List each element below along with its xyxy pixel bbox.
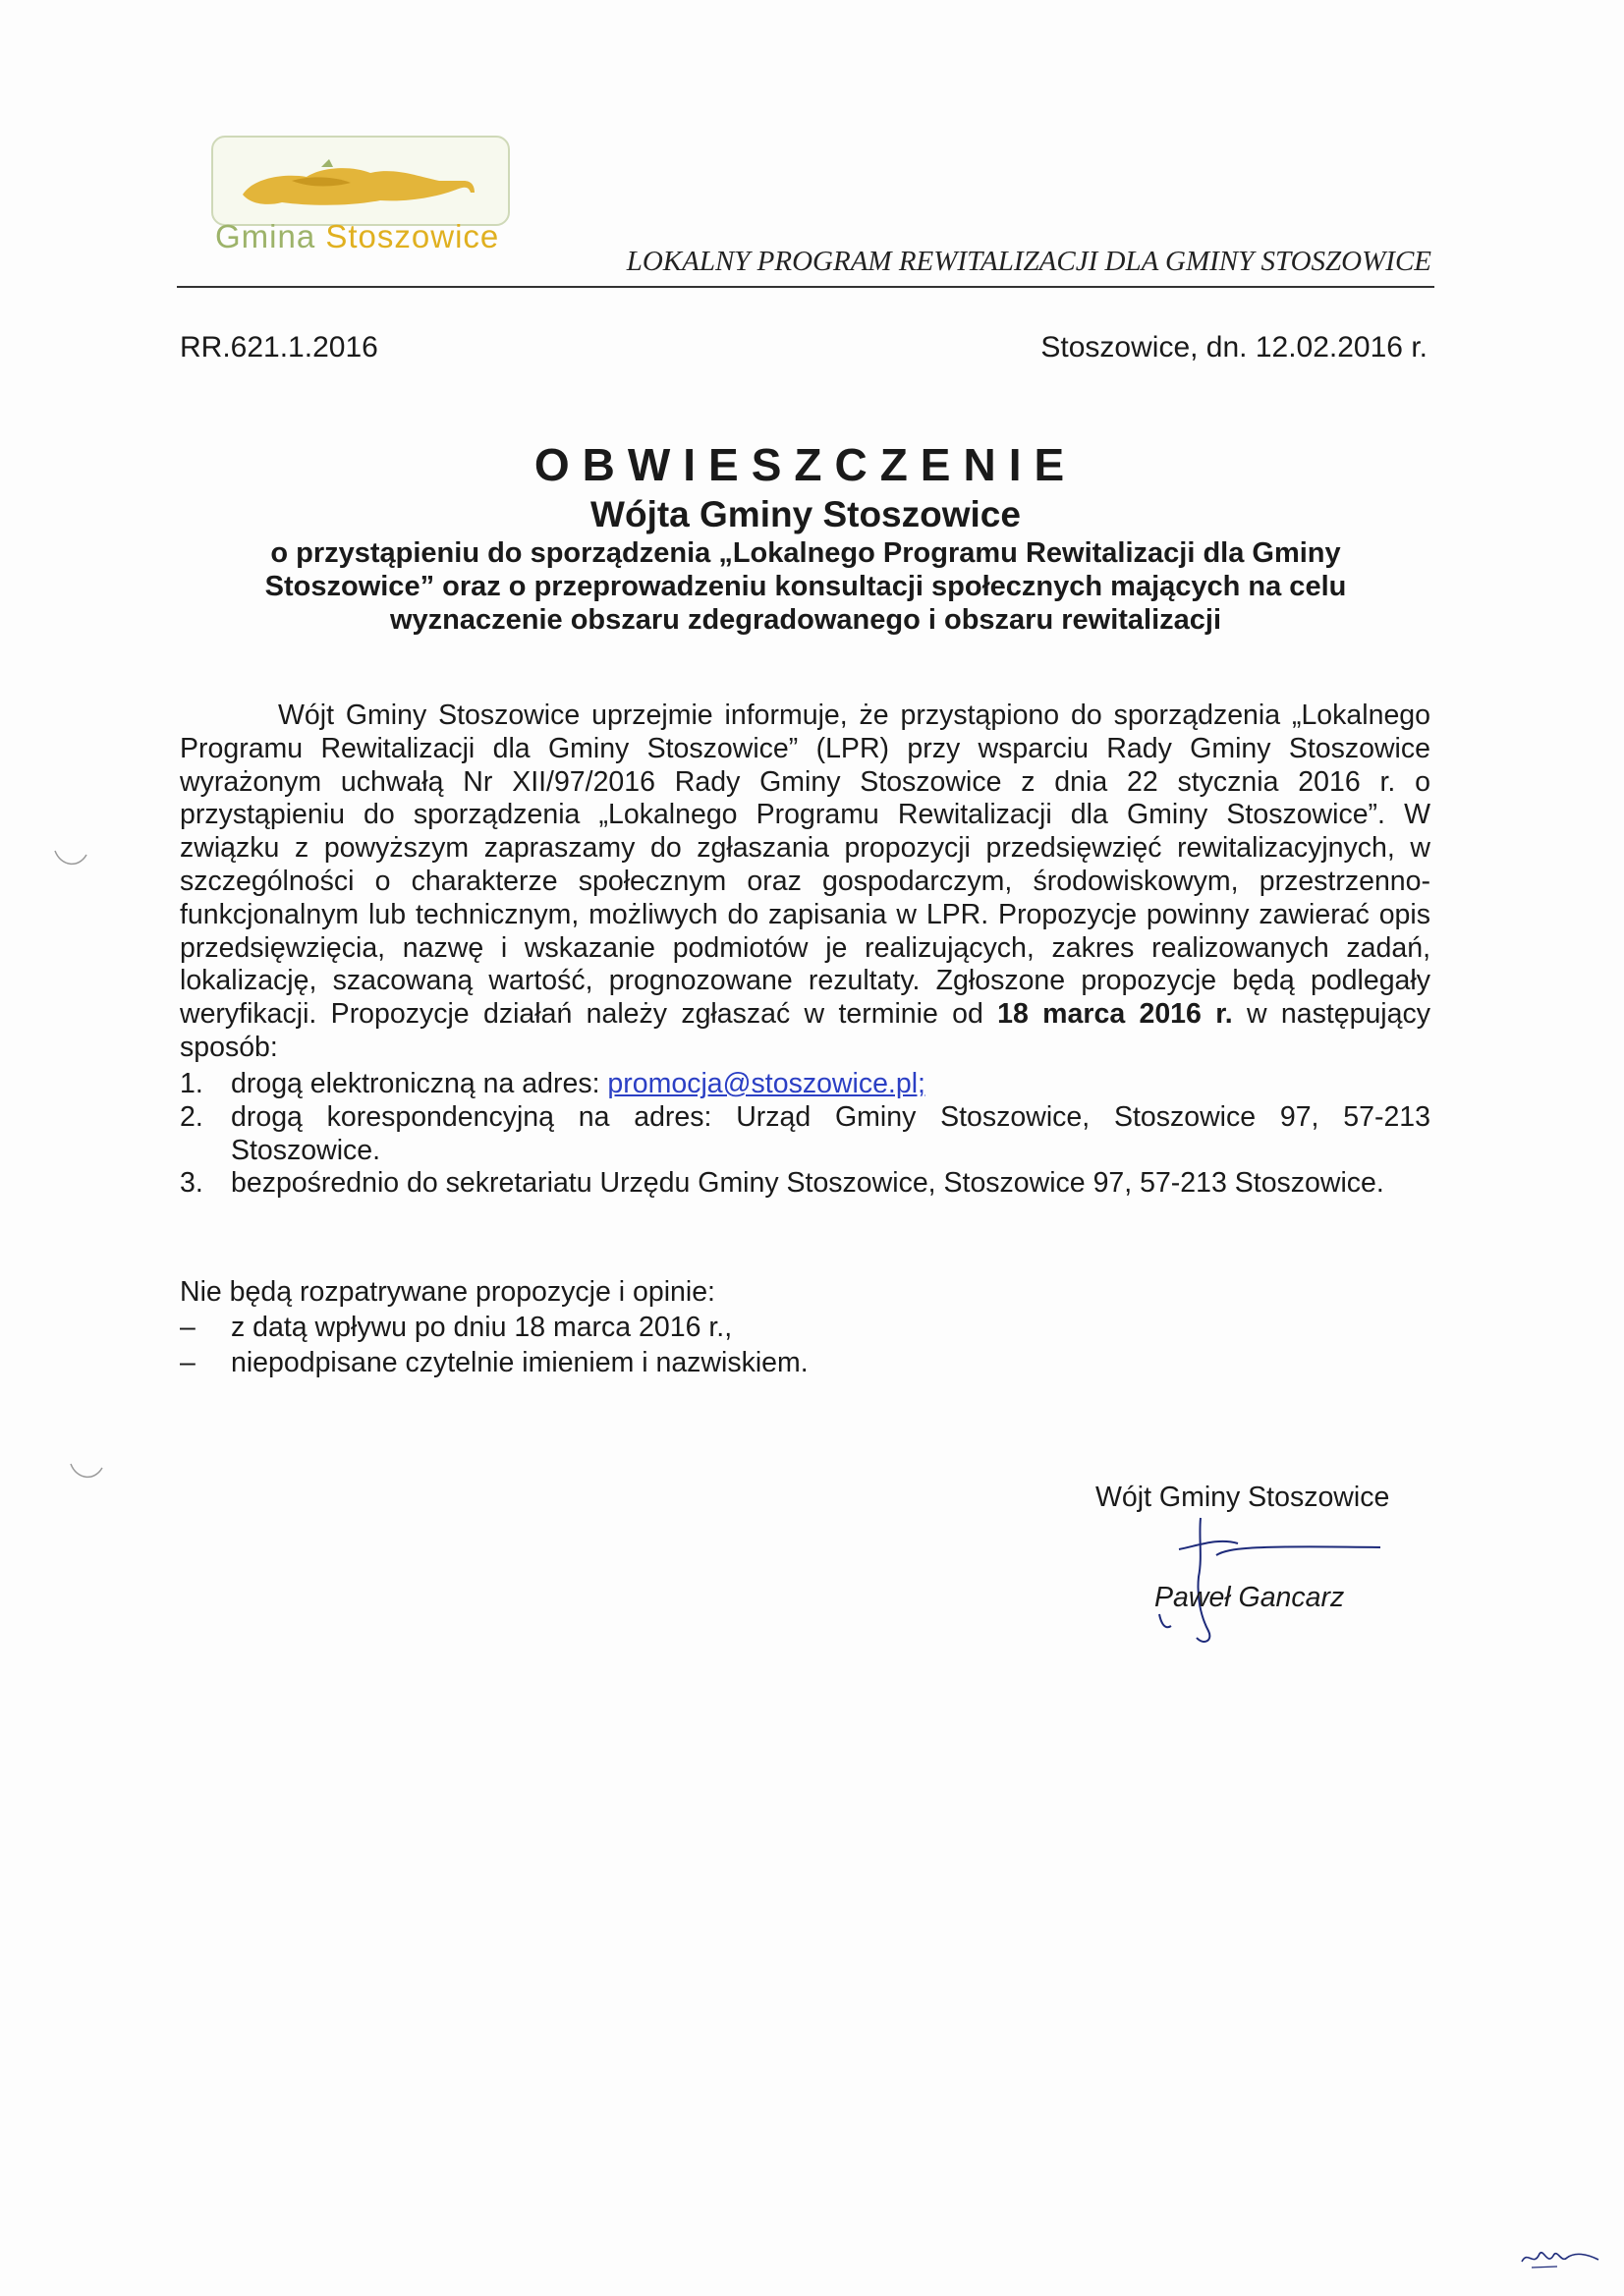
dash-bullet: –: [180, 1347, 196, 1378]
notice-item-text: niepodpisane czytelnie imieniem i nazwiskiem.: [231, 1347, 809, 1378]
list-number: 3.: [180, 1167, 203, 1200]
subject-line: o przystąpieniu do sporządzenia „Lokalnego Programu Rewitalizacji dla Gminy Stoszowice” oraz o przeprowadzeniu konsultacji społecznych mających na celu wyznaczenie obszaru zdegradowanego i obszaru rewitalizacji: [264, 537, 1347, 636]
list-number: 2.: [180, 1100, 203, 1133]
rejection-notice: [180, 1274, 809, 1380]
punch-hole-mark: [67, 1460, 106, 1485]
list-text: [231, 1068, 1430, 1101]
logo-word-gmina: Gmina: [215, 218, 316, 254]
list-item: [180, 1310, 809, 1345]
list-item: [180, 1167, 1430, 1201]
list-item: [180, 1068, 1430, 1101]
notice-intro: Nie będą rozpatrywane propozycje i opinie:: [180, 1276, 715, 1308]
signer-name: Paweł Gancarz: [1154, 1582, 1345, 1613]
email-link[interactable]: promocja@stoszowice.pl;: [607, 1068, 925, 1099]
headline: OBWIESZCZENIE: [533, 439, 1078, 490]
list-item: [180, 1101, 1430, 1168]
punch-hole-mark: [51, 847, 90, 872]
logo-wordmark: [215, 218, 499, 255]
submission-methods-list: [180, 1068, 1430, 1201]
handwritten-initials: [1518, 2240, 1601, 2274]
logo-map-icon: [213, 138, 508, 224]
list-number: 1.: [180, 1068, 203, 1099]
reference-number: RR.621.1.2016: [180, 331, 378, 364]
signer-title: Wójt Gminy Stoszowice: [1095, 1482, 1390, 1513]
logo-frame: [211, 136, 510, 226]
notice-item-text: z datą wpływu po dniu 18 marca 2016 r.,: [231, 1312, 733, 1343]
list-text-label: drogą elektroniczną na adres:: [231, 1068, 608, 1099]
document-date: Stoszowice, dn. 12.02.2016 r.: [1040, 331, 1428, 364]
list-text: drogą korespondencyjną na adres: Urząd Gminy Stoszowice, Stoszowice 97, 57-213 Stoszowice.: [231, 1100, 1430, 1166]
header-divider: [177, 286, 1434, 288]
subheadline: Wójta Gminy Stoszowice: [590, 494, 1021, 534]
body-text-part2: w następujący sposób:: [180, 998, 1430, 1063]
logo-word-stoszowice: Stoszowice: [325, 218, 500, 254]
list-item: [180, 1345, 809, 1380]
deadline-date: 18 marca 2016 r.: [997, 998, 1233, 1031]
dash-bullet: –: [180, 1312, 196, 1343]
list-text: bezpośrednio do sekretariatu Urzędu Gminy Stoszowice, Stoszowice 97, 57-213 Stoszowice.: [231, 1167, 1384, 1200]
body-paragraph: [180, 700, 1430, 1065]
header-title: LOKALNY PROGRAM REWITALIZACJI DLA GMINY STOSZOWICE: [626, 246, 1431, 277]
body-text-part1: Wójt Gminy Stoszowice uprzejmie informuje, że przystąpiono do sporządzenia „Lokalnego Programu Rewitalizacji dla Gminy Stoszowice” (LPR) przy wsparciu Rady Gminy Stoszowice wyrażonym uchwałą Nr XII/97/2016 Rady Gminy Stoszowice z dnia 22 stycznia 2016 r. o przystąpieniu do sporządzenia „Lokalnego Programu Rewitalizacji dla Gminy Stoszowice”. W związku z powyższym zapraszamy do zgłaszania propozycji przedsięwzięć rewitalizacyjnych, w szczególności o charakterze społecznym oraz gospodarczym, środowiskowym, przestrzenno-funkcjonalnym lub technicznym, możliwych do zapisania w LPR. Propozycje powinny zawierać opis przedsięwzięcia, nazwę i wskazanie podmiotów je realizujących, zakres realizowanych zadań, lokalizację, szacowaną wartość, prognozowane rezultaty. Zgłoszone propozycje będą podlegały weryfikacji. Propozycje działań należy zgłaszać w terminie od: [180, 700, 1430, 1031]
municipality-logo: [211, 136, 511, 252]
